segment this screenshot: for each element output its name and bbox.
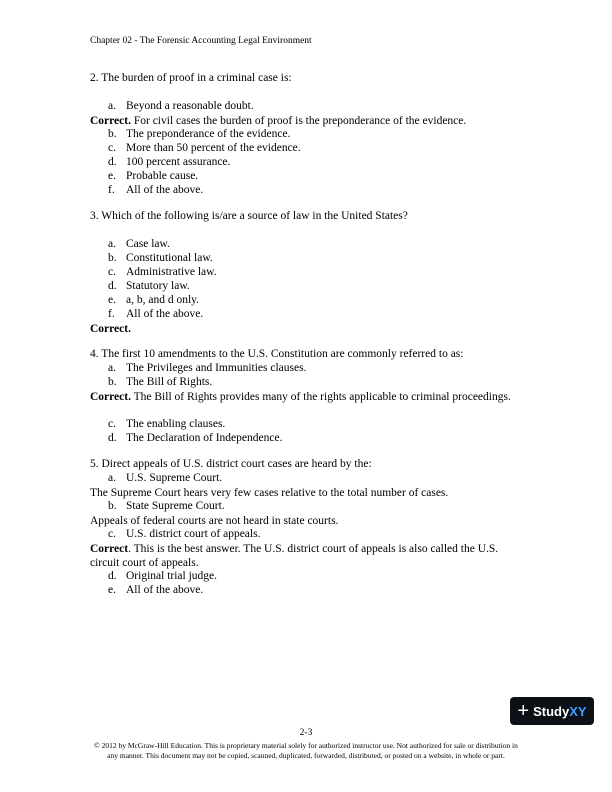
option-text: The Privileges and Immunities clauses. xyxy=(126,362,307,374)
option-letter: d. xyxy=(108,280,117,292)
option-letter: c. xyxy=(108,266,116,278)
option-text: All of the above. xyxy=(126,184,204,196)
q2-option-e xyxy=(108,170,198,182)
q5-option-e xyxy=(108,584,203,596)
option-letter: e. xyxy=(108,584,116,596)
note-text: The Bill of Rights provides many of the rights applicable to criminal proceedings. xyxy=(130,391,511,403)
option-text: The preponderance of the evidence. xyxy=(126,128,291,140)
option-text: More than 50 percent of the evidence. xyxy=(126,142,301,154)
q5-option-d xyxy=(108,570,217,582)
option-letter: a. xyxy=(108,238,116,250)
q2-option-c xyxy=(108,142,301,154)
copyright-notice: © 2012 by McGraw-Hill Education. This is proprietary material solely for authorized instructor use. Not authorized for sale or distribution in any manner. This document may not be copied, scanned, duplicated, forwarded, distributed, or posted on a website, in whole or part. xyxy=(94,741,518,760)
q2-option-d xyxy=(108,156,230,168)
question-2: 2. The burden of proof in a criminal case is: xyxy=(90,72,292,84)
correct-label: Correct. xyxy=(90,115,131,127)
option-text: State Supreme Court. xyxy=(126,500,225,512)
studyxy-badge[interactable] xyxy=(510,697,594,725)
option-text: U.S. Supreme Court. xyxy=(126,472,223,484)
question-4: 4. The first 10 amendments to the U.S. Constitution are commonly referred to as: xyxy=(90,348,464,360)
q3-option-a xyxy=(108,238,170,250)
option-letter: b. xyxy=(108,252,117,264)
q3-option-f xyxy=(108,308,203,320)
q5-answer-note xyxy=(90,542,530,570)
option-text: Administrative law. xyxy=(126,266,217,278)
option-letter: a. xyxy=(108,362,116,374)
q3-option-e xyxy=(108,294,199,306)
option-letter: e. xyxy=(108,294,116,306)
q5-option-b xyxy=(108,500,225,512)
q5-note-b: Appeals of federal courts are not heard in state courts. xyxy=(90,515,339,527)
correct-label: Correct xyxy=(90,543,129,555)
option-letter: b. xyxy=(108,376,117,388)
badge-xy-text: XY xyxy=(569,703,587,719)
option-letter: a. xyxy=(108,100,116,112)
q2-option-f xyxy=(108,184,203,196)
option-letter: f. xyxy=(108,184,115,196)
option-text: U.S. district court of appeals. xyxy=(126,528,261,540)
option-letter: c. xyxy=(108,418,116,430)
option-letter: b. xyxy=(108,500,117,512)
q4-answer-note xyxy=(90,390,530,404)
option-letter: e. xyxy=(108,170,116,182)
option-letter: b. xyxy=(108,128,117,140)
option-text: Probable cause. xyxy=(126,170,199,182)
q4-option-d xyxy=(108,432,282,444)
option-text: The Bill of Rights. xyxy=(126,376,213,388)
option-letter: c. xyxy=(108,142,116,154)
option-text: Case law. xyxy=(126,238,170,250)
option-text: All of the above. xyxy=(126,308,204,320)
q4-option-c xyxy=(108,418,225,430)
q4-option-a xyxy=(108,362,306,374)
correct-label: Correct. xyxy=(90,323,131,335)
q3-option-b xyxy=(108,252,213,264)
correct-label: Correct. xyxy=(90,391,131,403)
option-text: a, b, and d only. xyxy=(126,294,200,306)
question-5: 5. Direct appeals of U.S. district court cases are heard by the: xyxy=(90,458,372,470)
option-letter: d. xyxy=(108,156,117,168)
option-letter: d. xyxy=(108,432,117,444)
q2-answer-note xyxy=(90,114,530,128)
option-text: 100 percent assurance. xyxy=(126,156,231,168)
q3-answer-note xyxy=(90,322,530,336)
page-number: 2-3 xyxy=(299,728,313,738)
option-letter: c. xyxy=(108,528,116,540)
question-3: 3. Which of the following is/are a source of law in the United States? xyxy=(90,210,408,222)
option-text: Constitutional law. xyxy=(126,252,213,264)
option-text: All of the above. xyxy=(126,584,204,596)
option-letter: f. xyxy=(108,308,115,320)
q5-option-c xyxy=(108,528,260,540)
note-text: . This is the best answer. The U.S. district court of appeals is also called the U.S. circuit court of appeals. xyxy=(90,543,499,569)
q3-option-c xyxy=(108,266,217,278)
option-text: The Declaration of Independence. xyxy=(126,432,283,444)
option-text: The enabling clauses. xyxy=(126,418,226,430)
option-letter: d. xyxy=(108,570,117,582)
q3-option-d xyxy=(108,280,190,292)
q4-option-b xyxy=(108,376,212,388)
option-text: Original trial judge. xyxy=(126,570,218,582)
plus-icon: + xyxy=(517,700,530,722)
option-text: Statutory law. xyxy=(126,280,190,292)
q2-option-b xyxy=(108,128,290,140)
option-text: Beyond a reasonable doubt. xyxy=(126,100,254,112)
q2-option-a xyxy=(108,100,254,112)
page-header: Chapter 02 - The Forensic Accounting Legal Environment xyxy=(90,36,312,46)
q5-note-a: The Supreme Court hears very few cases relative to the total number of cases. xyxy=(90,487,449,499)
option-letter: a. xyxy=(108,472,116,484)
note-text: For civil cases the burden of proof is the preponderance of the evidence. xyxy=(130,115,467,127)
badge-study-text: Study xyxy=(533,703,570,719)
q5-option-a xyxy=(108,472,222,484)
